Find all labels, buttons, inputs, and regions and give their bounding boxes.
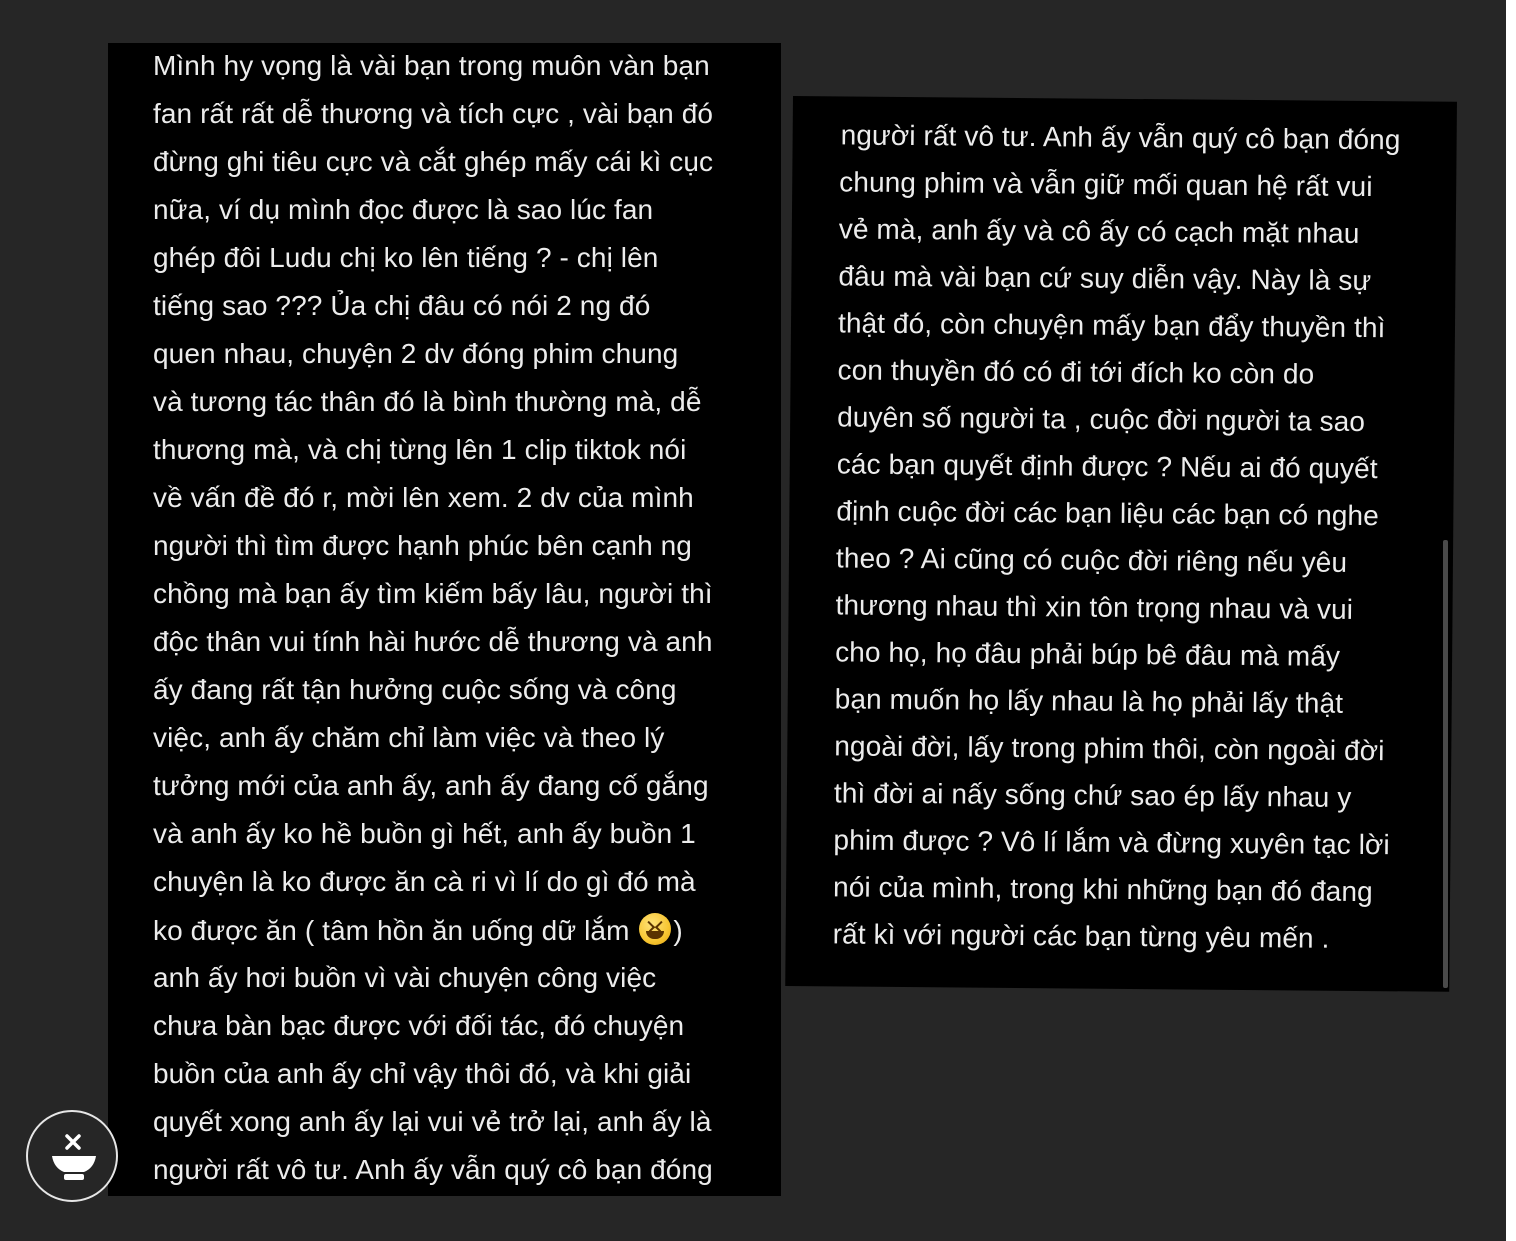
right-line: vẻ mà, anh ấy và cô ấy có cạch mặt nhau xyxy=(838,213,1360,249)
left-line: việc, anh ấy chăm chỉ làm việc và theo lý xyxy=(153,722,665,753)
left-line: buồn của anh ấy chỉ vậy thôi đó, và khi giải xyxy=(153,1058,692,1089)
left-line: độc thân vui tính hài hước dễ thương và anh xyxy=(153,626,713,657)
right-line: các bạn quyết định được ? Nếu ai đó quyết xyxy=(836,448,1378,485)
left-line: về vấn đề đó r, mời lên xem. 2 dv của mình xyxy=(153,482,694,513)
right-line: rất kì với người các bạn từng yêu mến . xyxy=(832,918,1330,954)
left-line: Mình hy vọng là vài bạn trong muôn vàn bạn xyxy=(153,50,710,81)
window-edge xyxy=(1506,0,1516,1241)
left-line: chưa bàn bạc được với đối tác, đó chuyện xyxy=(153,1010,685,1041)
right-line: thì đời ai nấy sống chứ sao ép lấy nhau y xyxy=(833,777,1352,813)
scrollbar[interactable] xyxy=(1443,540,1448,988)
left-line-suffix: ) xyxy=(673,915,683,946)
left-line: tiếng sao ??? Ủa chị đâu có nói 2 ng đó xyxy=(153,290,651,321)
right-line: bạn muốn họ lấy nhau là họ phải lấy thật xyxy=(834,683,1344,719)
left-line: anh ấy hơi buồn vì vài chuyện công việc xyxy=(153,962,657,993)
right-line: thật đó, còn chuyện mấy bạn đẩy thuyền thì xyxy=(837,307,1386,344)
left-line: tưởng mới của anh ấy, anh ấy đang cố gắng xyxy=(153,770,709,801)
left-line: chồng mà bạn ấy tìm kiếm bấy lâu, người thì xyxy=(153,578,713,609)
left-text-panel xyxy=(108,43,781,1196)
right-line: thương nhau thì xin tôn trọng nhau và vui xyxy=(835,589,1354,625)
left-line: thương mà, và chị từng lên 1 clip tiktok nói xyxy=(153,434,687,465)
left-line-with-emoji xyxy=(153,913,683,948)
right-line: phim được ? Vô lí lắm và đừng xuyên tạc lời xyxy=(833,824,1390,861)
right-line: cho họ, họ đâu phải búp bê đâu mà mấy xyxy=(835,636,1341,672)
right-line: ngoài đời, lấy trong phim thôi, còn ngoài đời xyxy=(834,730,1385,767)
left-line: ghép đôi Ludu chị ko lên tiếng ? - chị lên xyxy=(153,242,659,273)
left-line: ấy đang rất tận hưởng cuộc sống và công xyxy=(153,674,677,705)
left-line: đừng ghi tiêu cực và cắt ghép mấy cái kì cục xyxy=(153,146,714,177)
left-line: quen nhau, chuyện 2 dv đóng phim chung xyxy=(153,338,679,369)
left-line: chuyện là ko được ăn cà ri vì lí do gì đó mà xyxy=(153,866,696,897)
left-line-text: ko được ăn ( tâm hồn ăn uống dữ lắm xyxy=(153,915,630,946)
right-line: chung phim và vẫn giữ mối quan hệ rất vui xyxy=(839,166,1373,203)
right-text-panel xyxy=(785,96,1457,992)
right-line: con thuyền đó có đi tới đích ko còn do xyxy=(837,354,1315,390)
right-line: đâu mà vài bạn cứ suy diễn vậy. Này là sự xyxy=(838,260,1372,297)
grinning-squinting-face-emoji-icon xyxy=(639,913,671,945)
left-line: fan rất rất dễ thương và tích cực , vài bạn đó xyxy=(153,98,714,129)
right-line: người rất vô tư. Anh ấy vẫn quý cô bạn đóng xyxy=(840,119,1401,156)
right-line: theo ? Ai cũng có cuộc đời riêng nếu yêu xyxy=(835,542,1348,578)
right-line: nói của mình, trong khi những bạn đó đang xyxy=(832,871,1373,908)
left-line: quyết xong anh ấy lại vui vẻ trở lại, anh ấy là xyxy=(153,1106,712,1137)
left-line: người rất vô tư. Anh ấy vẫn quý cô bạn đóng xyxy=(153,1154,713,1185)
close-floating-button[interactable] xyxy=(26,1110,118,1202)
left-line: nữa, ví dụ mình đọc được là sao lúc fan xyxy=(153,194,654,225)
right-line: duyên số người ta , cuộc đời người ta sao xyxy=(837,401,1366,438)
left-line: người thì tìm được hạnh phúc bên cạnh ng xyxy=(153,530,692,561)
left-line: và tương tác thân đó là bình thường mà, dễ xyxy=(153,386,702,417)
left-line: và anh ấy ko hề buồn gì hết, anh ấy buồn 1 xyxy=(153,818,696,849)
close-tray-icon xyxy=(28,1112,120,1204)
right-line: định cuộc đời các bạn liệu các bạn có nghe xyxy=(836,495,1379,532)
